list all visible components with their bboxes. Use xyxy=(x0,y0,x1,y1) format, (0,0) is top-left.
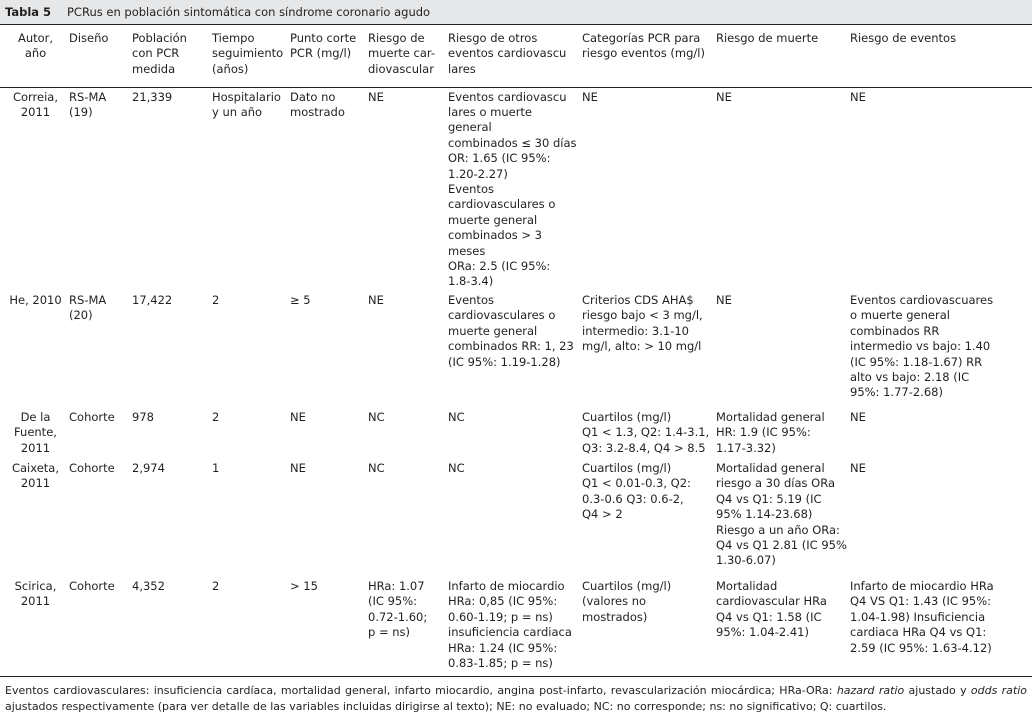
cell-pcr-categories: Cuartilos (mg/l) (valores no mostrados) xyxy=(582,579,672,624)
cell-event-risk: NE xyxy=(850,461,866,475)
cell-author: Scirica, 2011 xyxy=(14,579,57,609)
col-header-cutoff: Punto corte PCR (mg/l) xyxy=(290,31,357,61)
cell-cutoff: NE xyxy=(290,461,306,475)
cell-design: Cohorte xyxy=(69,461,115,475)
cell-followup: 1 xyxy=(212,461,220,475)
cell-death-risk: Mortalidad cardiovascular HRa Q4 vs Q1: 1.58 (IC 95%: 1.04-2.41) xyxy=(716,579,827,640)
col-header-followup: Tiempo seguimiento (años) xyxy=(212,31,284,76)
table-row xyxy=(0,408,1032,459)
table-footnote xyxy=(0,676,1032,715)
cell-design: RS-MA (19) xyxy=(69,89,107,119)
table-label: Tabla 5 xyxy=(5,5,52,19)
footnote-text-1: Eventos cardiovasculares: insuficiencia cardíaca, mortalidad general, infarto miocardio, angina post-infarto, revascularización miocárdica; HRa-ORa: xyxy=(5,684,837,697)
cell-cutoff: NE xyxy=(290,410,306,424)
cell-other-events: NC xyxy=(448,410,465,424)
cell-pcr-categories: Cuartilos (mg/l) Q1 < 1.3, Q2: 1.4-3.1, Q3: 3.2-8.4, Q4 > 8.5 xyxy=(582,410,710,455)
cell-design: Cohorte xyxy=(69,410,115,424)
cell-author: De la Fuente, 2011 xyxy=(14,410,57,455)
cell-population: 21,339 xyxy=(132,89,173,104)
cell-population: 4,352 xyxy=(132,579,165,593)
cell-event-risk: Infarto de miocardio HRa Q4 VS Q1: 1.43 (IC 95%: 1.04-1.98) Insuficiencia cardiaca HRa Q4 vs Q1: 2.59 (IC 95%: 1.63-4.12) xyxy=(850,579,994,655)
results-table xyxy=(0,25,1032,681)
cell-followup: 2 xyxy=(212,579,220,593)
cell-death-risk: Mortalidad general HR: 1.9 (IC 95%: 1.17-3.32) xyxy=(716,410,825,455)
cell-followup: 2 xyxy=(212,293,220,307)
col-header-event-risk: Riesgo de eventos xyxy=(850,31,957,45)
footnote-text-2: ajustado y xyxy=(904,684,971,697)
col-header-design: Diseño xyxy=(69,31,109,45)
footnote-hazard-ratio: hazard ratio xyxy=(836,684,905,697)
cell-event-risk: Eventos cardiovascuares o muerte general combinados RR intermedio vs bajo: 1.40 (IC 95%: 1.18-1.67) RR alto vs bajo: 2.18 (IC 95%: 1.77-2.68) xyxy=(850,293,994,400)
cell-other-events: NC xyxy=(448,461,465,475)
table-caption xyxy=(0,0,1032,25)
cell-cutoff: Dato no mostrado xyxy=(290,89,345,119)
col-header-other-events: Riesgo de otros eventos cardiovascu lares xyxy=(448,31,567,76)
cell-event-risk: NE xyxy=(850,89,866,104)
footnote-text-3: ajustados respectivamente (para ver detalle de las variables incluidas dirigirse al texto); NE: no evaluado; NC: no corresponde; ns: no significativo; Q: cuartilos. xyxy=(5,700,887,713)
cell-other-events: Infarto de miocardio HRa: 0,85 (IC 95%: 0.60-1.19; p = ns) insuficiencia cardiaca HRa: 1.24 (IC 95%: 0.83-1.85; p = ns) xyxy=(448,579,572,671)
cell-other-events: Eventos cardiovascu lares o muerte general combinados ≤ 30 días OR: 1.65 (IC 95%: 1.20-2.27) Eventos cardiovasculares o muerte general combinados > 3 meses ORa: 2.5 (IC 95%: 1.8-3.4) xyxy=(448,89,577,289)
table-title: PCRus en población sintomática con síndrome coronario agudo xyxy=(67,5,431,19)
col-header-population: Población con PCR medida xyxy=(132,31,187,76)
cell-event-risk: NE xyxy=(850,410,866,424)
cell-cv-death: NE xyxy=(368,89,384,104)
cell-death-risk: NE xyxy=(716,293,732,307)
cell-followup: 2 xyxy=(212,410,220,424)
cell-cv-death: NC xyxy=(368,461,385,475)
cell-population: 17,422 xyxy=(132,293,173,307)
cell-cv-death: NC xyxy=(368,410,385,424)
cell-design: Cohorte xyxy=(69,579,115,593)
table-row xyxy=(0,577,1032,681)
footnote-odds-ratio: odds ratio xyxy=(970,684,1027,697)
cell-death-risk: Mortalidad general riesgo a 30 días ORa Q4 vs Q1: 5.19 (IC 95% 1.14-23.68) Riesgo a un año ORa: Q4 vs Q1 2.81 (IC 95% 1.30-6.07) xyxy=(716,461,847,568)
col-header-death-risk: Riesgo de muerte xyxy=(716,31,819,45)
cell-pcr-categories: NE xyxy=(582,89,598,104)
cell-cv-death: HRa: 1.07 (IC 95%: 0.72-1.60; p = ns) xyxy=(368,579,428,640)
cell-author: He, 2010 xyxy=(9,293,62,307)
cell-author: Correia, 2011 xyxy=(12,89,59,119)
cell-death-risk: NE xyxy=(716,89,732,104)
cell-cutoff: ≥ 5 xyxy=(290,293,311,307)
cell-population: 978 xyxy=(132,410,154,424)
col-header-author: Autor, año xyxy=(17,31,54,61)
cell-pcr-categories: Criterios CDS AHA$ riesgo bajo < 3 mg/l, intermedio: 3.1-10 mg/l, alto: > 10 mg/l xyxy=(582,293,703,354)
table-row xyxy=(0,459,1032,577)
table-row xyxy=(0,291,1032,408)
cell-followup: Hospitalario y un año xyxy=(212,89,281,119)
col-header-cv-death: Riesgo de muerte car- diovascular xyxy=(368,31,436,76)
cell-cv-death: NE xyxy=(368,293,384,307)
cell-author: Caixeta, 2011 xyxy=(11,461,59,491)
cell-other-events: Eventos cardiovasculares o muerte general combinados RR: 1, 23 (IC 95%: 1.19-1.28) xyxy=(448,293,574,369)
cell-cutoff: > 15 xyxy=(290,579,318,593)
cell-population: 2,974 xyxy=(132,461,165,475)
cell-pcr-categories: Cuartilos (mg/l) Q1 < 0.01-0.3, Q2: 0.3-0.6 Q3: 0.6-2, Q4 > 2 xyxy=(582,461,691,522)
header-row xyxy=(0,25,1032,87)
table-row xyxy=(0,87,1032,291)
cell-design: RS-MA (20) xyxy=(69,293,107,323)
col-header-pcr-categories: Categorías PCR para riesgo eventos (mg/l) xyxy=(582,31,705,61)
